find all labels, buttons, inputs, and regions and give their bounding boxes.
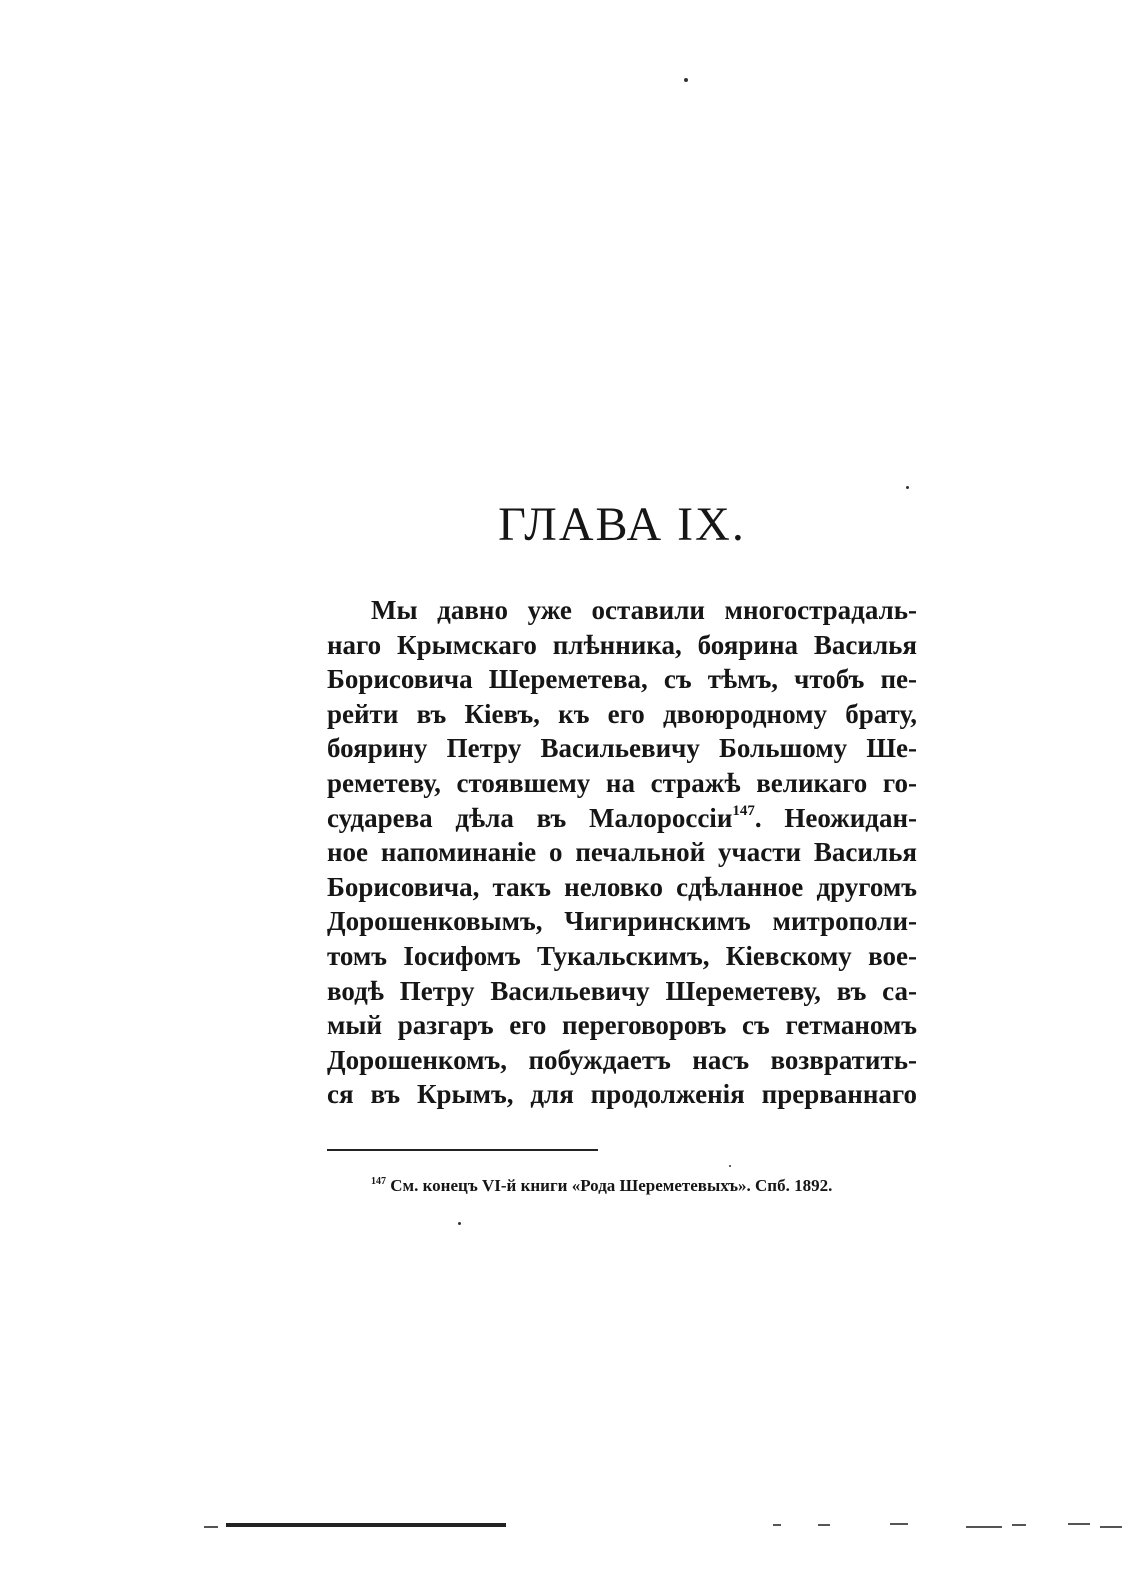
scan-edge-mark: [204, 1526, 218, 1528]
scan-edge-mark: [1100, 1526, 1122, 1528]
text-line-with-footnote-ref: [327, 801, 917, 836]
footnote-divider: [327, 1149, 598, 1151]
scan-edge-mark: [1068, 1523, 1090, 1525]
text-line: водѣ Петру Васильевичу Шереметеву, въ са-: [327, 975, 917, 1006]
footnote-text: См. конецъ VI-й книги «Рода Шереметевыхъ». Спб. 1892.: [386, 1176, 833, 1195]
scan-speck: [729, 1165, 731, 1167]
text-line: Борисовича, такъ неловко сдѣланное другомъ: [327, 871, 917, 902]
text-line: рейти въ Кіевъ, къ его двоюродному брату,: [327, 698, 917, 729]
scan-edge-mark: [890, 1523, 908, 1525]
text-line: Мы давно уже оставили многострадаль-: [371, 595, 917, 625]
text-line: Борисовича Шереметева, съ тѣмъ, чтобъ пе-: [327, 664, 917, 695]
scan-speck: [458, 1222, 461, 1225]
footnote-reference[interactable]: 147: [732, 802, 755, 819]
text-line: ное напоминаніе о печальной участи Василья: [327, 837, 917, 868]
text-line-part: . Неожидан-: [754, 802, 917, 833]
scan-edge-mark: [773, 1524, 781, 1526]
scan-edge-mark: [966, 1526, 1002, 1528]
scan-speck: [684, 78, 688, 82]
footnote: [371, 1175, 931, 1197]
text-line: боярину Петру Васильевичу Большому Ше-: [327, 733, 917, 764]
text-line-part: сударева дѣла въ Малороссіи: [327, 802, 733, 833]
chapter-title: ГЛАВА IX.: [498, 498, 746, 551]
text-line: Дорошенкомъ, побуждаетъ насъ возвратить-: [327, 1044, 917, 1075]
text-line: наго Крымскаго плѣнника, боярина Василья: [327, 629, 917, 660]
text-line: Дорошенковымъ, Чигиринскимъ митрополи-: [327, 906, 917, 937]
footnote-number: 147: [371, 1176, 386, 1187]
scan-edge-mark: [1012, 1524, 1026, 1526]
chapter-body-text: [327, 593, 917, 1112]
scan-edge-mark: [226, 1523, 506, 1527]
text-line: реметеву, стоявшему на стражѣ великаго го-: [327, 767, 917, 798]
text-line: ся въ Крымъ, для продолженія прерваннаго: [327, 1079, 917, 1110]
text-line: мый разгаръ его переговоровъ съ гетманомъ: [327, 1010, 917, 1041]
text-line: томъ Іосифомъ Тукальскимъ, Кіевскому вое-: [327, 940, 917, 971]
scan-speck: [906, 486, 909, 489]
scan-edge-mark: [818, 1524, 830, 1526]
